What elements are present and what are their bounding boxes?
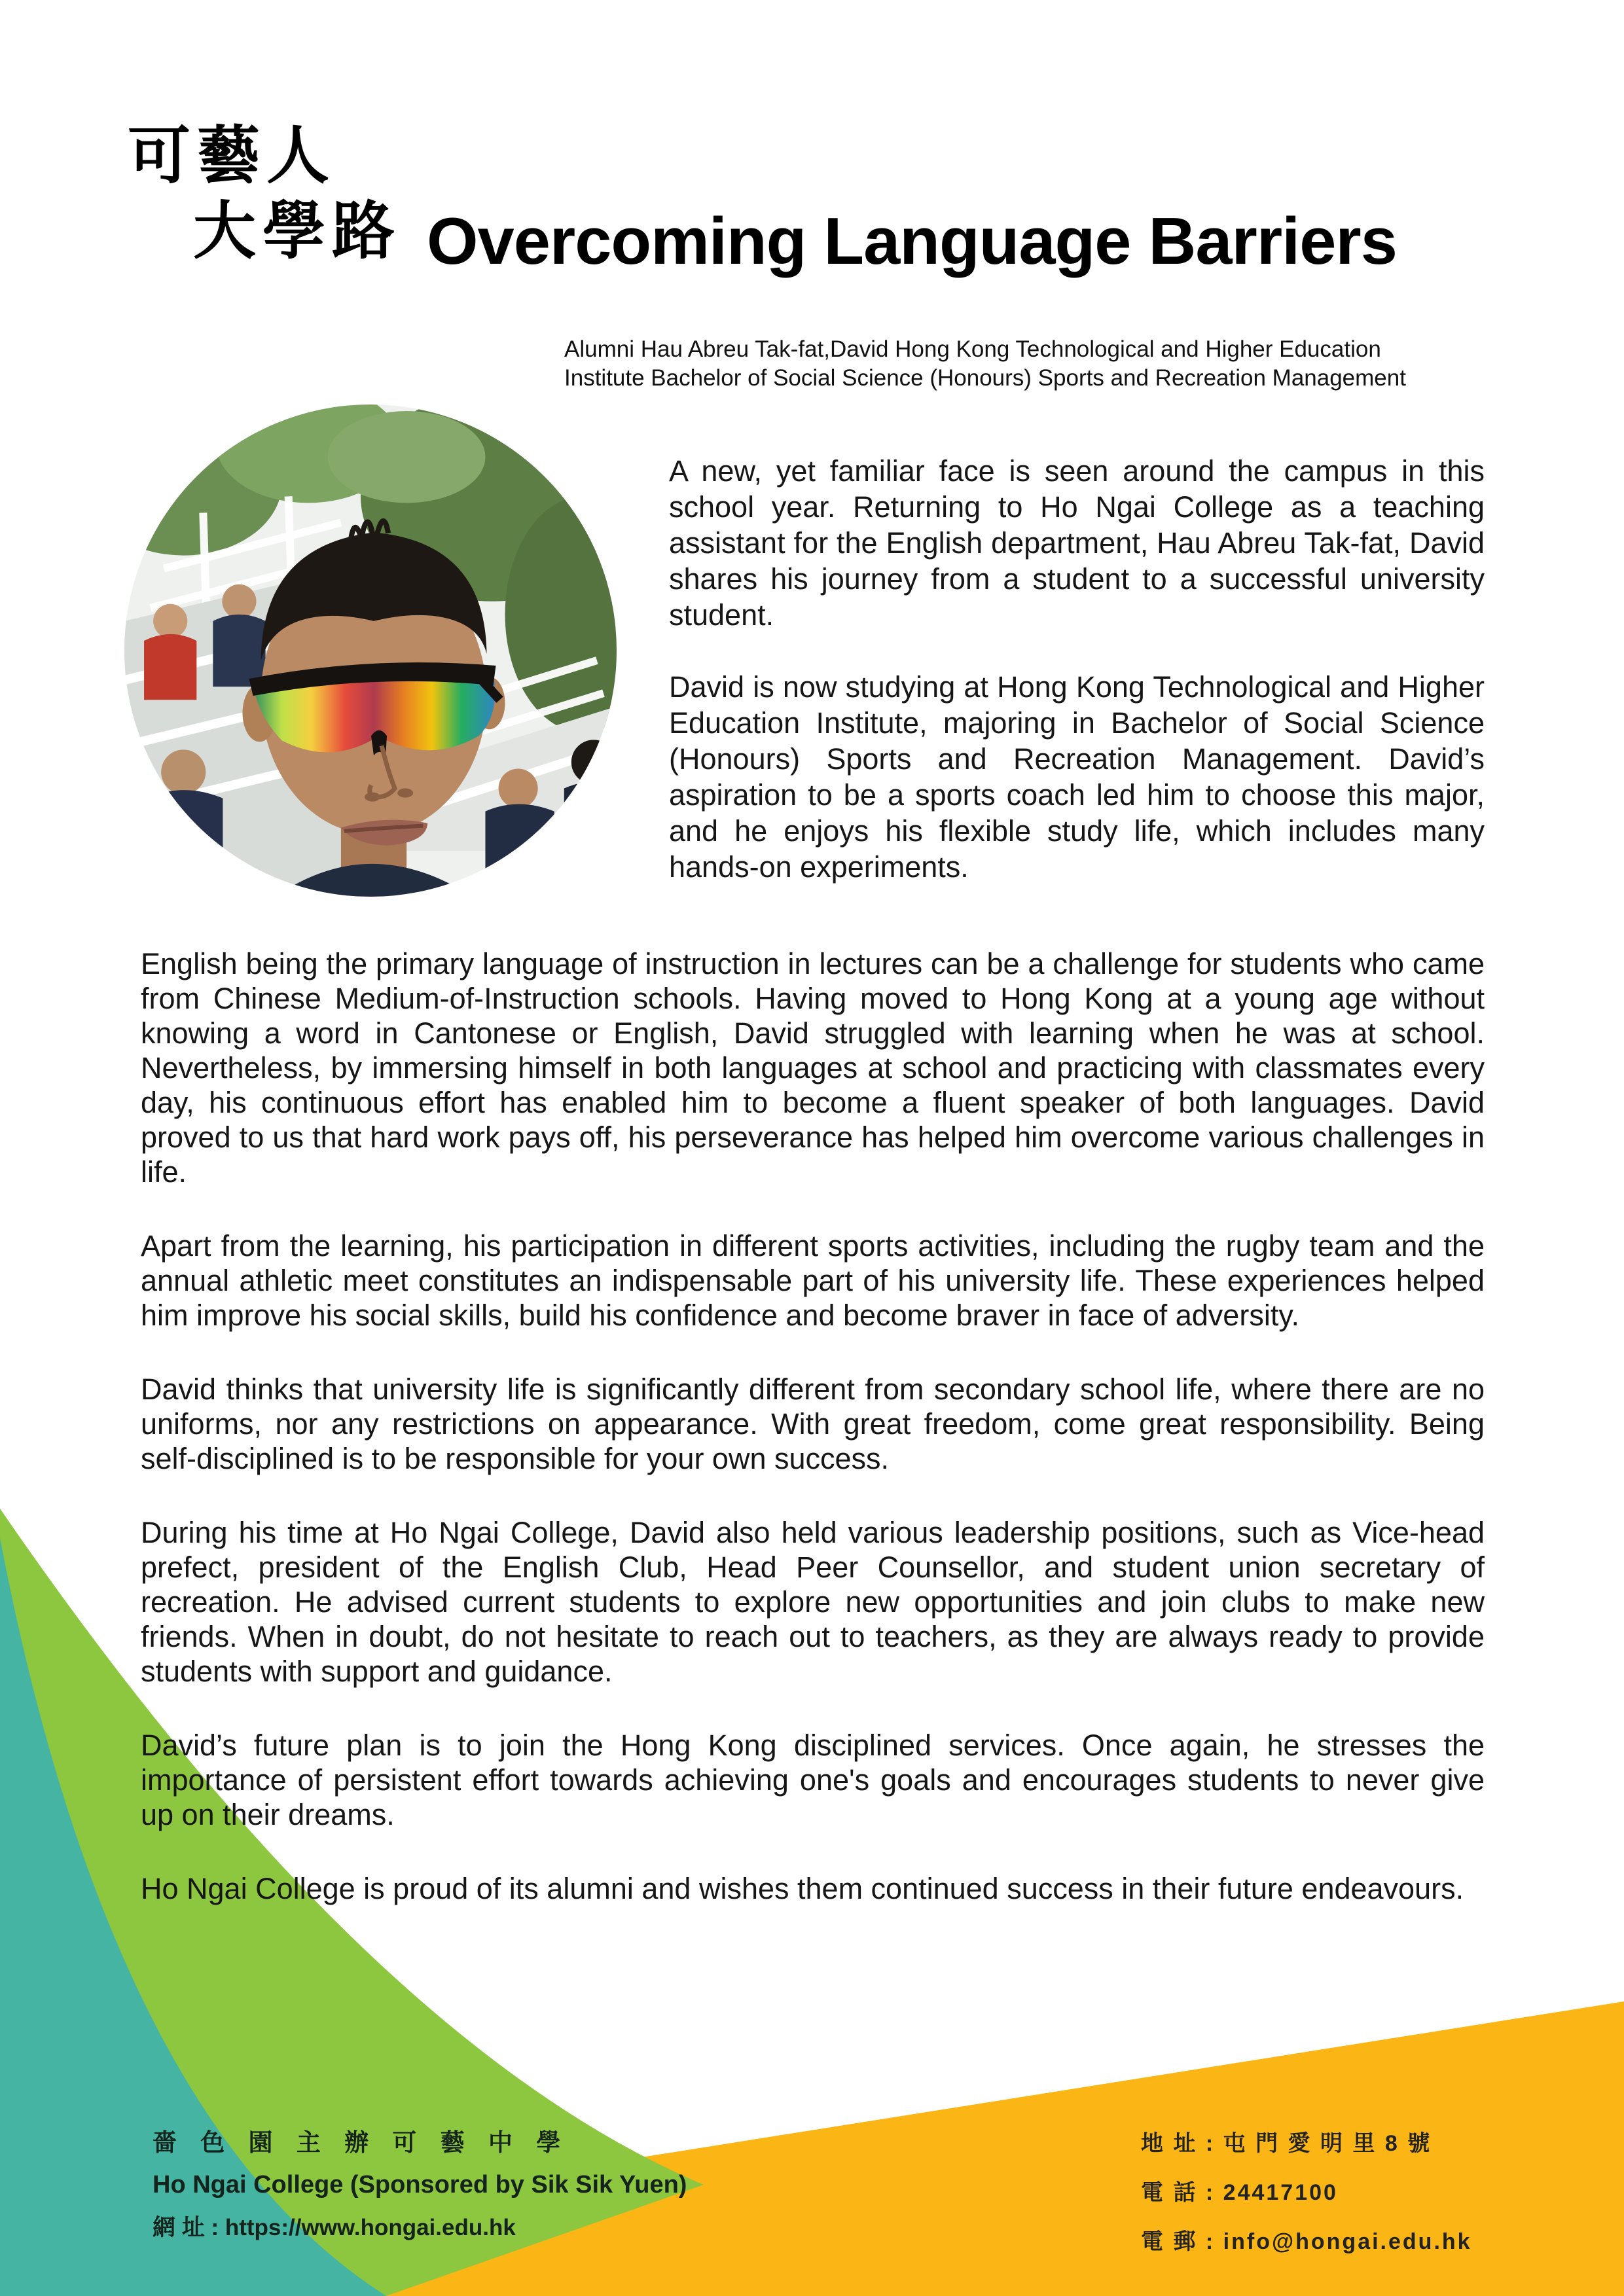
school-phone: 電 話 : 24417100 bbox=[1141, 2180, 1338, 2205]
subtitle-line-1: Alumni Hau Abreu Tak-fat,David Hong Kong Technological and Higher Education bbox=[564, 336, 1381, 362]
article-subtitle bbox=[564, 335, 1406, 393]
school-address: 地 址 : 屯 門 愛 明 里 8 號 bbox=[1141, 2131, 1432, 2156]
alumni-photo bbox=[124, 404, 617, 897]
page-title: Overcoming Language Barriers bbox=[427, 205, 1397, 278]
intro-column bbox=[669, 453, 1485, 921]
school-email: 電 郵 : info@hongai.edu.hk bbox=[1141, 2229, 1472, 2254]
school-name-chinese: 嗇 色 園 主 辦 可 藝 中 學 bbox=[153, 2129, 569, 2156]
paragraph-5: David thinks that university life is significantly different from secondary school life, where there are no uniforms, nor any restrictions on appearance. With great freedom, come great responsibility. Being self-disciplined is to be responsible for your own success. bbox=[141, 1372, 1485, 1475]
school-website: 網 址 : https://www.hongai.edu.hk bbox=[153, 2215, 516, 2240]
article-body bbox=[141, 946, 1485, 1945]
paragraph-3: English being the primary language of instruction in lectures can be a challenge for students who came from Chinese Medium-of-Instruction schools. Having moved to Hong Kong at a young age without knowing a word in Cantonese or English, David struggled with learning when he was at school. Nevertheless, by immersing himself in both languages at school and practicing with classmates every day, his continuous effort has enabled him to become a fluent speaker of both languages. David proved to us that hard work pays off, his perseverance has helped him overcome various challenges in life. bbox=[141, 947, 1485, 1189]
paragraph-7: David’s future plan is to join the Hong Kong disciplined services. Once again, he stresses the importance of persistent effort towards achieving one's goals and encourages students to never give up on their dreams. bbox=[141, 1729, 1485, 1831]
logo-line-2: 大學路 bbox=[193, 194, 401, 268]
paragraph-2: David is now studying at Hong Kong Technological and Higher Education Institute, majoring in Bachelor of Social Science (Honours) Sports and Recreation Management. David’s aspiration to be a sports coach led him to choose this major, and he enjoys his flexible study life, which includes many hands-on experiments. bbox=[669, 670, 1485, 884]
paragraph-4: Apart from the learning, his participation in different sports activities, including the rugby team and the annual athletic meet constitutes an indispensable part of his university life. These experiences helped him improve his social skills, build his confidence and become braver in face of adversity. bbox=[141, 1229, 1485, 1332]
logo-line-1: 可藝人 bbox=[128, 118, 336, 192]
footer-school-info bbox=[153, 2123, 687, 2242]
subtitle-line-2: Institute Bachelor of Social Science (Honours) Sports and Recreation Management bbox=[564, 365, 1406, 391]
footer-contact-info bbox=[1141, 2125, 1472, 2272]
paragraph-8: Ho Ngai College is proud of its alumni and wishes them continued success in their future endeavours. bbox=[141, 1872, 1464, 1905]
paragraph-6: During his time at Ho Ngai College, David also held various leadership positions, such as Vice-head prefect, president of the English Club, Head Peer Counsellor, and student union secretary of recreation. He advised current students to explore new opportunities and join clubs to make new friends. When in doubt, do not hesitate to reach out to teachers, as they are always ready to provide students with support and guidance. bbox=[141, 1516, 1485, 1688]
paragraph-1: A new, yet familiar face is seen around the campus in this school year. Returning to Ho Ngai College as a teaching assistant for the English department, Hau Abreu Tak-fat, David shares his journey from a student to a successful university student. bbox=[669, 454, 1485, 632]
school-name-english: Ho Ngai College (Sponsored by Sik Sik Yuen) bbox=[153, 2171, 687, 2198]
school-calligraphy-logo bbox=[128, 118, 401, 268]
alumni-photo-graphic bbox=[124, 404, 617, 897]
